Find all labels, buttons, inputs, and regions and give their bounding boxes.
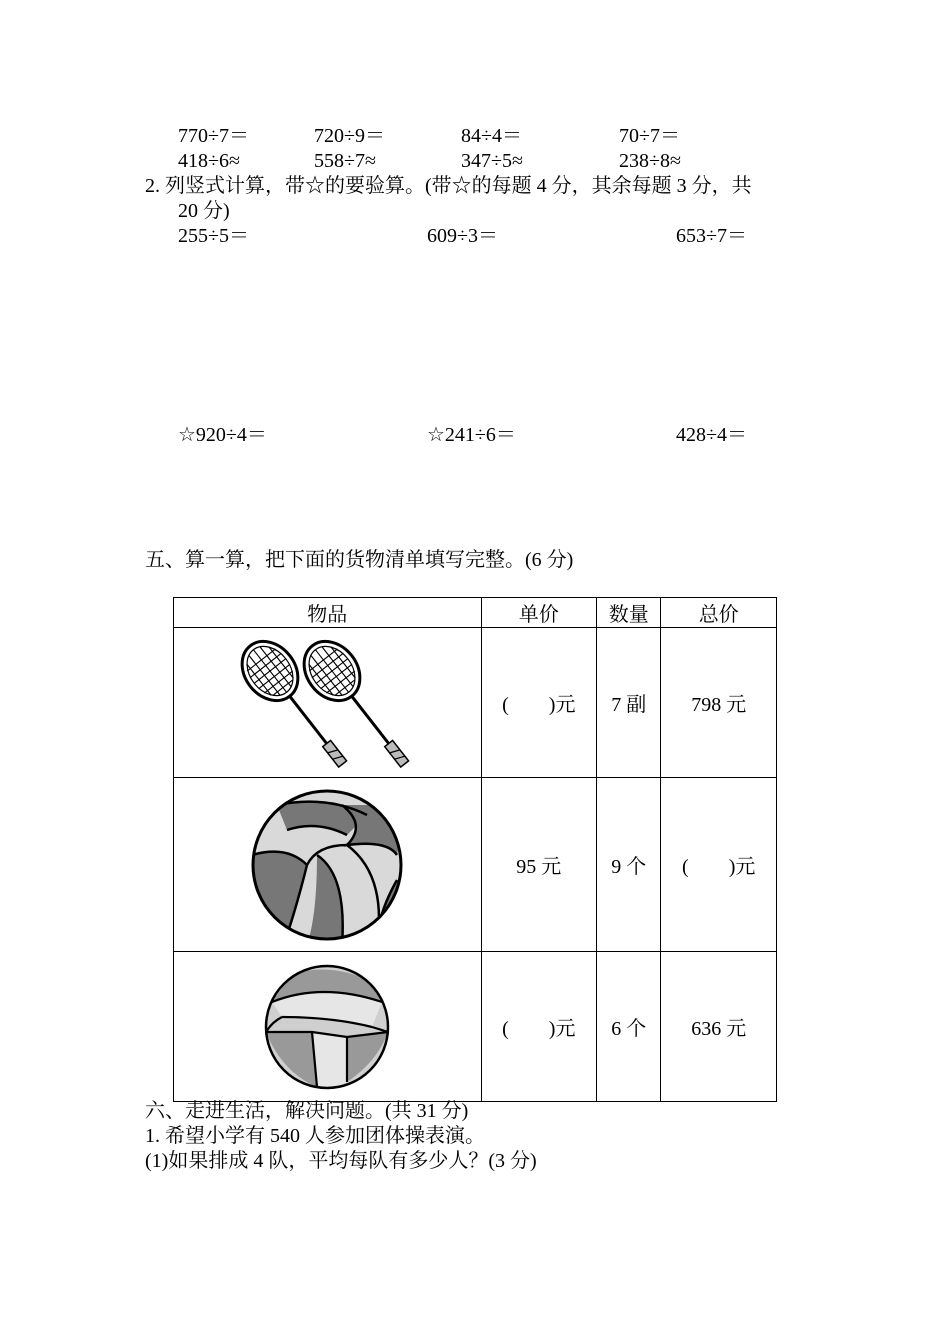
volleyball-icon: [262, 962, 392, 1092]
qty-cell: 6 个: [597, 952, 661, 1102]
paren-close-unit: )元: [548, 1018, 576, 1040]
paren-open: (: [502, 1018, 509, 1040]
table-header-row: [174, 598, 777, 628]
oral-calc-1-2: 720÷9＝: [314, 125, 385, 147]
section6-heading: 六、走进生活，解决问题。(共 31 分): [145, 1100, 469, 1122]
vertical-calc-instruction: 2. 列竖式计算，带☆的要验算。(带☆的每题 4 分，其余每题 3 分，共: [145, 175, 752, 197]
vertical-calc-1-1: 255÷5＝: [178, 225, 249, 247]
header-qty: 数量: [597, 598, 661, 628]
header-total: 总价: [661, 598, 777, 628]
vertical-calc-instruction-cont: 20 分): [178, 200, 230, 222]
question-1-1: (1)如果排成 4 队，平均每队有多少人？(3 分): [145, 1150, 537, 1172]
paren-open: (: [682, 856, 689, 878]
table-row: [174, 628, 777, 778]
item-cell: [174, 952, 482, 1102]
section5-heading: 五、算一算，把下面的货物清单填写完整。(6 分): [145, 549, 574, 571]
total-cell: 798 元: [661, 628, 777, 778]
basketball-icon: [247, 785, 407, 945]
oral-calc-1-3: 84÷4＝: [461, 125, 522, 147]
paren-close-unit: )元: [548, 694, 576, 716]
vertical-calc-1-3: 653÷7＝: [676, 225, 747, 247]
vertical-calc-2-2: ☆241÷6＝: [427, 424, 516, 446]
qty-cell: 7 副: [597, 628, 661, 778]
price-blank-cell[interactable]: [481, 952, 597, 1102]
question-1: 1. 希望小学有 540 人参加团体操表演。: [145, 1125, 485, 1147]
qty-cell: 9 个: [597, 778, 661, 952]
oral-calc-1-1: 770÷7＝: [178, 125, 249, 147]
header-item: 物品: [174, 598, 482, 628]
header-price: 单价: [481, 598, 597, 628]
oral-calc-2-4: 238÷8≈: [619, 150, 681, 172]
price-cell: 95 元: [481, 778, 597, 952]
oral-calc-2-3: 347÷5≈: [461, 150, 523, 172]
table-row: [174, 952, 777, 1102]
total-cell: 636 元: [661, 952, 777, 1102]
table-row: [174, 778, 777, 952]
goods-table: [173, 597, 777, 1102]
vertical-calc-2-1: ☆920÷4＝: [178, 424, 267, 446]
oral-calc-1-4: 70÷7＝: [619, 125, 680, 147]
item-cell: [174, 628, 482, 778]
price-blank-cell[interactable]: [481, 628, 597, 778]
total-blank-cell[interactable]: [661, 778, 777, 952]
vertical-calc-1-2: 609÷3＝: [427, 225, 498, 247]
paren-close-unit: )元: [728, 856, 756, 878]
item-cell: [174, 778, 482, 952]
oral-calc-2-2: 558÷7≈: [314, 150, 376, 172]
vertical-calc-2-3: 428÷4＝: [676, 424, 747, 446]
badminton-rackets-icon: [232, 635, 422, 770]
oral-calc-2-1: 418÷6≈: [178, 150, 240, 172]
paren-open: (: [502, 694, 509, 716]
